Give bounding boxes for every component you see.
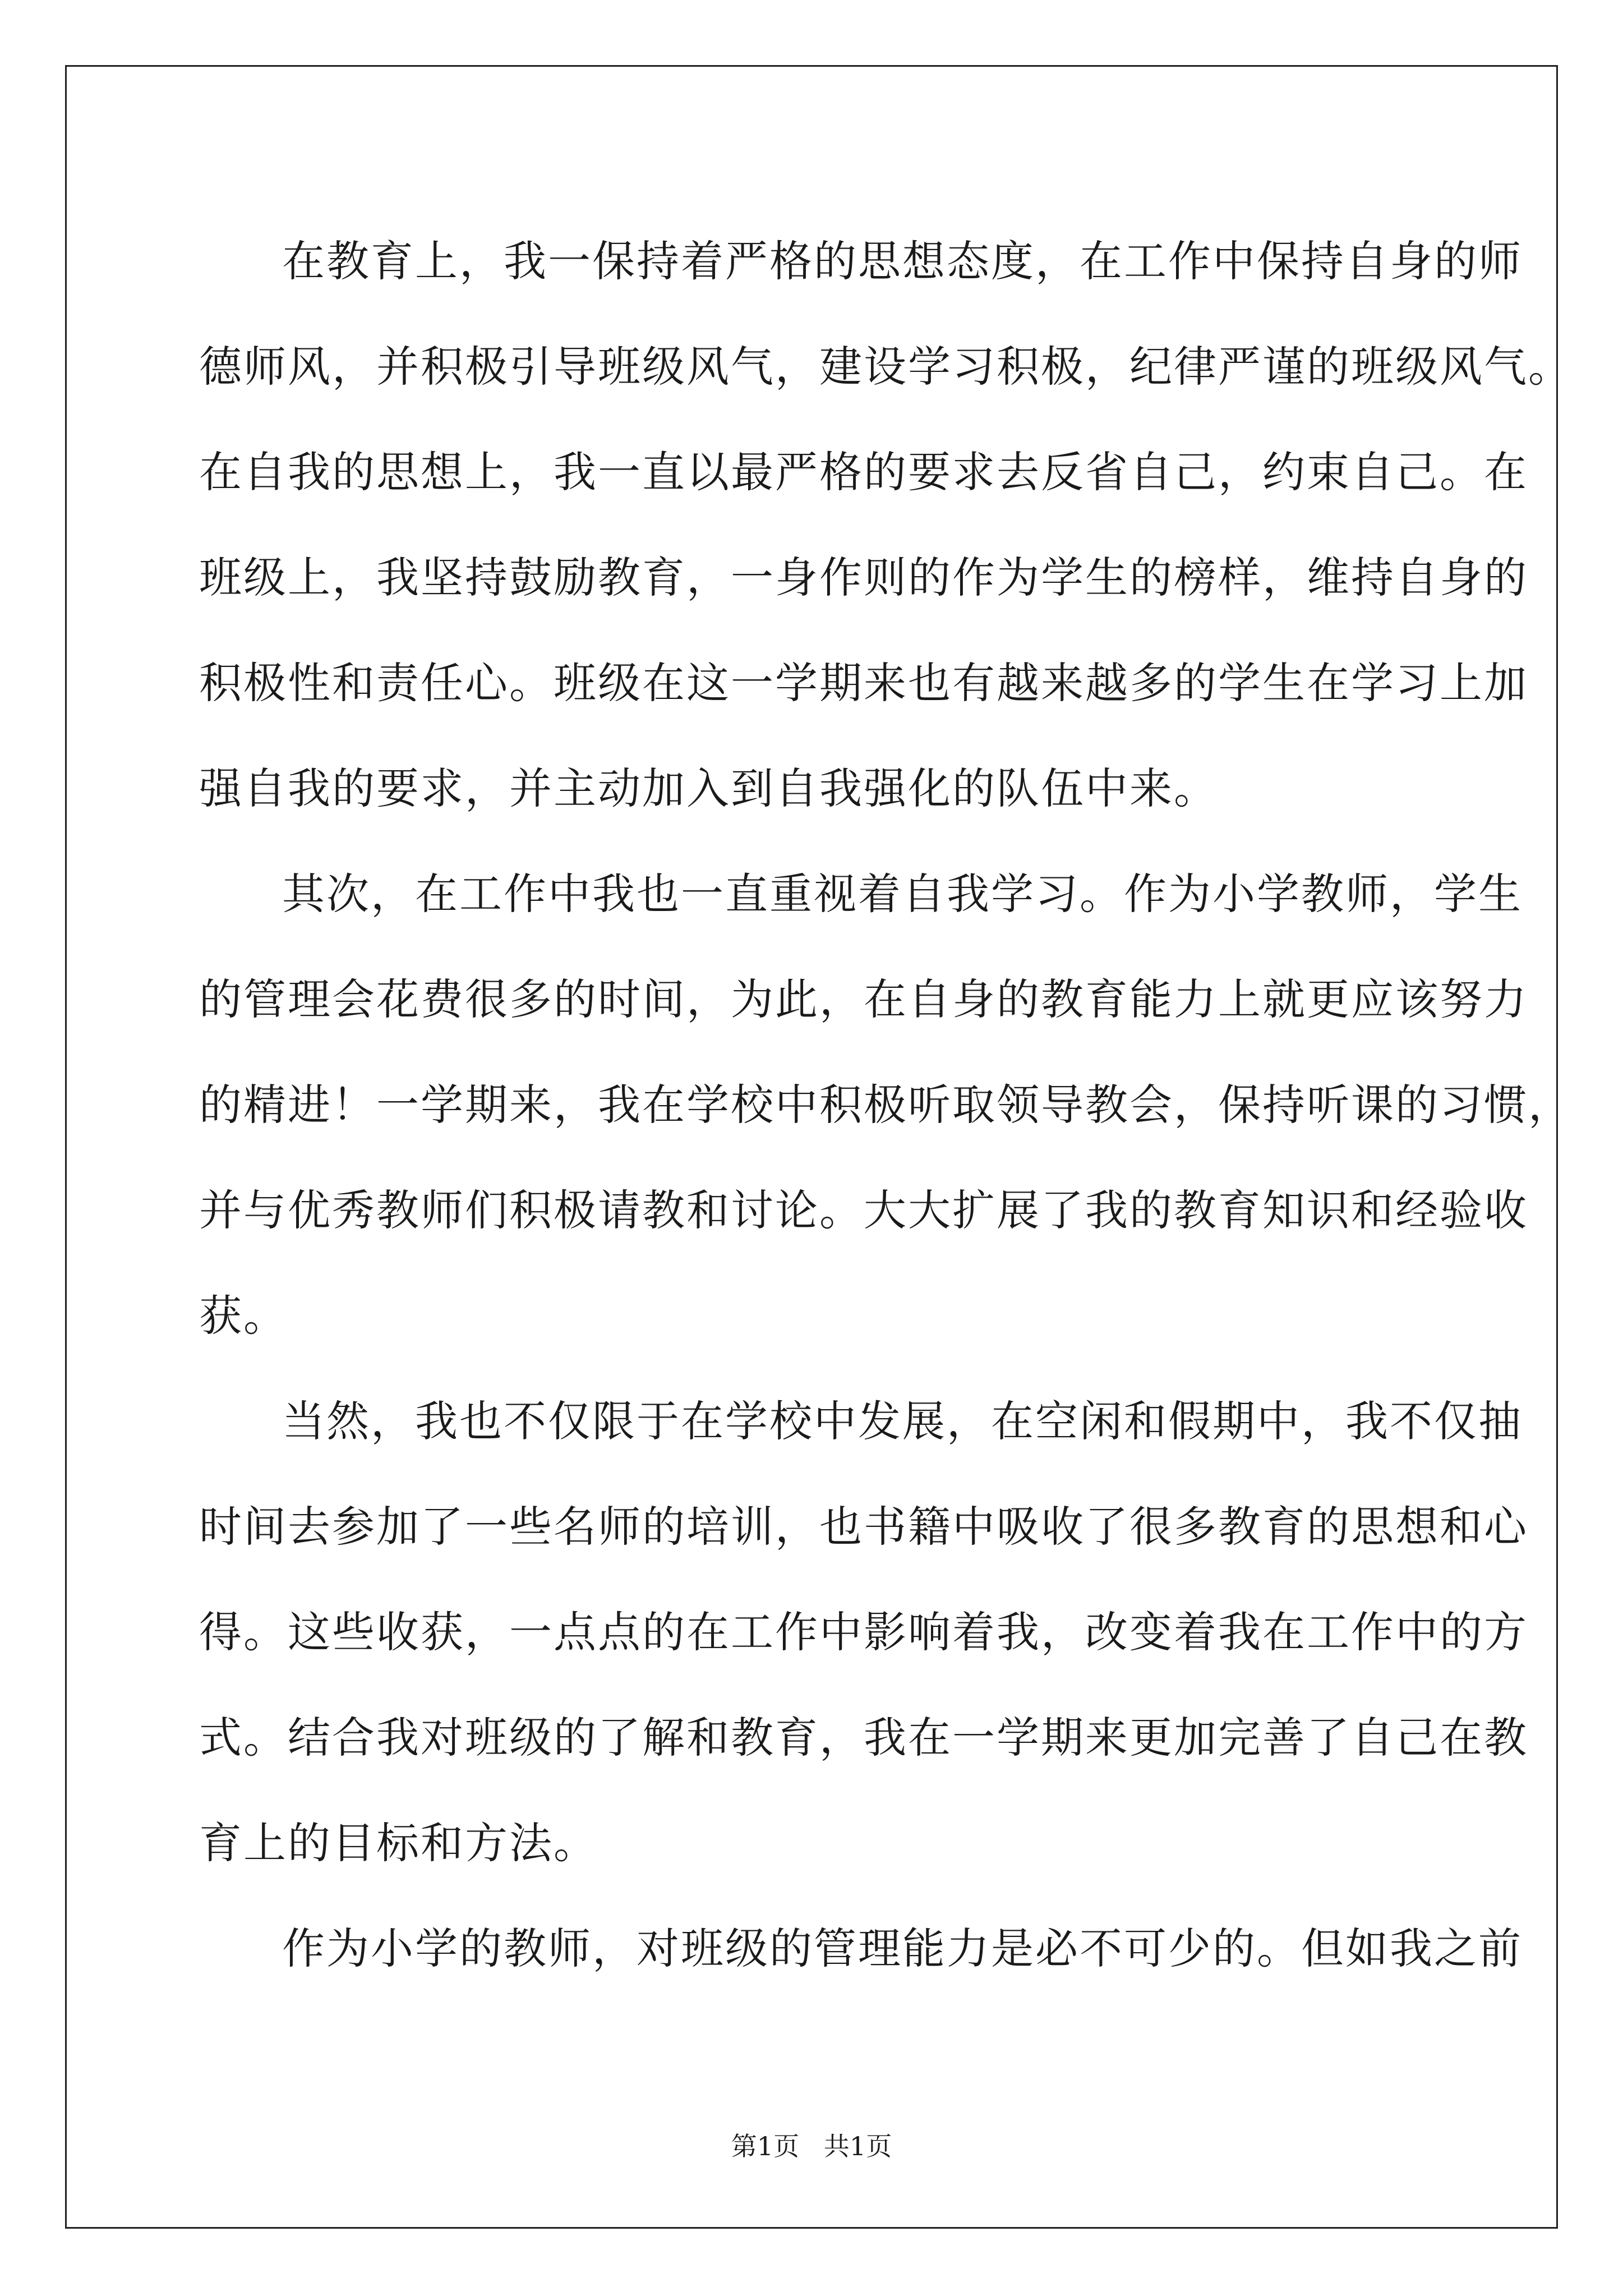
text-line: 的精进！一学期来，我在学校中积极听取领导教会，保持听课的习惯， <box>199 1080 1573 1130</box>
text-line: 积极性和责任心。班级在这一学期来也有越来越多的学生在学习上加 <box>199 658 1528 708</box>
text-line: 班级上，我坚持鼓励教育，一身作则的作为学生的榜样，维持自身的 <box>199 553 1528 602</box>
text-line: 育上的目标和方法。 <box>199 1818 598 1868</box>
text-line: 时间去参加了一些名师的培训，也书籍中吸收了很多教育的思想和心 <box>199 1502 1528 1552</box>
text-line: 获。 <box>199 1291 288 1341</box>
page-footer: 第1页 共1页 <box>731 2131 892 2161</box>
text-line: 当然，我也不仅限于在学校中发展，在空闲和假期中，我不仅抽 <box>282 1396 1523 1446</box>
text-line: 作为小学的教师，对班级的管理能力是必不可少的。但如我之前 <box>282 1924 1523 1973</box>
text-line: 得。这些收获，一点点的在工作中影响着我，改变着我在工作中的方 <box>199 1607 1528 1657</box>
text-line: 强自我的要求，并主动加入到自我强化的队伍中来。 <box>199 763 1218 813</box>
text-line: 在自我的思想上，我一直以最严格的要求去反省自己，约束自己。在 <box>199 447 1528 497</box>
text-line: 并与优秀教师们积极请教和讨论。大大扩展了我的教育知识和经验收 <box>199 1185 1528 1235</box>
text-line: 式。结合我对班级的了解和教育，我在一学期来更加完善了自己在教 <box>199 1713 1528 1763</box>
text-line: 在教育上，我一保持着严格的思想态度，在工作中保持自身的师 <box>282 236 1523 286</box>
text-line: 的管理会花费很多的时间，为此，在自身的教育能力上就更应该努力 <box>199 974 1528 1024</box>
document-body <box>199 209 1573 2001</box>
text-line: 其次，在工作中我也一直重视着自我学习。作为小学教师，学生 <box>282 869 1523 919</box>
text-line: 德师风，并积极引导班级风气，建设学习积极，纪律严谨的班级风气。 <box>199 342 1573 392</box>
